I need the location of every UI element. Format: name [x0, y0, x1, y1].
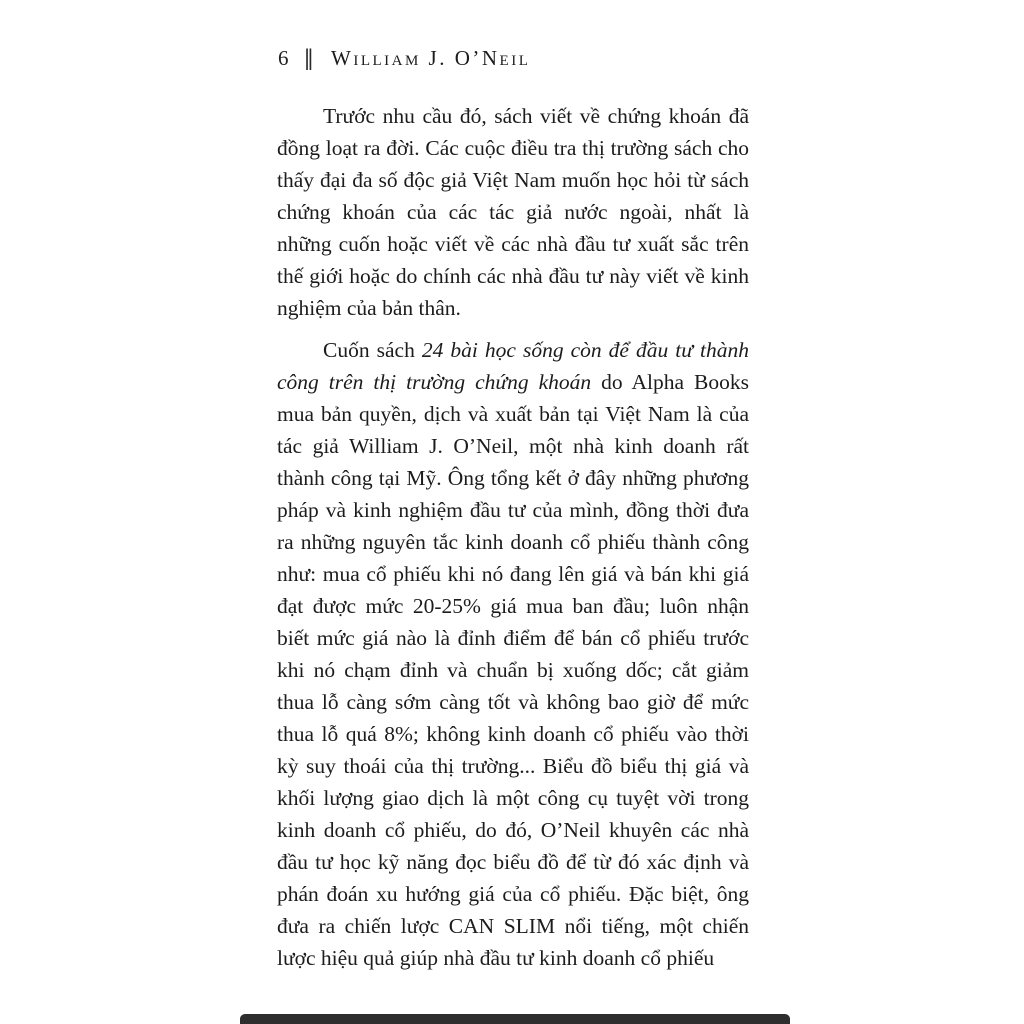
- paragraph-1-text: Trước nhu cầu đó, sách viết về chứng khoán đã đồng loạt ra đời. Các cuộc điều tra thị trường sách cho thấy đại đa số độc giả Việt Nam muốn học hỏi từ sách chứng khoán của các tác giả nước ngoài, nhất là những cuốn hoặc viết về các nhà đầu tư xuất sắc trên thế giới hoặc do chính các nhà đầu tư này viết về kinh nghiệm của bản thân.: [277, 104, 749, 320]
- paragraph-2-rest: do Alpha Books mua bản quyền, dịch và xuất bản tại Việt Nam là của tác giả William J. O’Neil, một nhà kinh doanh rất thành công tại Mỹ. Ông tổng kết ở đây những phương pháp và kinh nghiệm đầu tư của mình, đồng thời đưa ra những nguyên tắc kinh doanh cổ phiếu thành công như: mua cổ phiếu khi nó đang lên giá và bán khi giá đạt được mức 20-25% giá mua ban đầu; luôn nhận biết mức giá nào là đỉnh điểm để bán cổ phiếu trước khi nó chạm đỉnh và chuẩn bị xuống dốc; cắt giảm thua lỗ càng sớm càng tốt và không bao giờ để mức thua lỗ quá 8%; không kinh doanh cổ phiếu vào thời kỳ suy thoái của thị trường... Biểu đồ biểu thị giá và khối lượng giao dịch là một công cụ tuyệt vời trong kinh doanh cổ phiếu, do đó, O’Neil khuyên các nhà đầu tư học kỹ năng đọc biểu đồ để từ đó xác định và phán đoán xu hướng giá của cổ phiếu. Đặc biệt, ông đưa ra chiến lược CAN SLIM nổi tiếng, một chiến lược hiệu quả giúp nhà đầu tư kinh doanh cổ phiếu: [277, 370, 749, 970]
- paragraph-1: [277, 100, 749, 324]
- body-text: [277, 100, 749, 984]
- book-title-italic: 24 bài học sống còn để đầu tư thành công trên thị trường chứng khoán: [277, 338, 749, 394]
- running-title: William J. O’Neil: [331, 46, 531, 70]
- running-header: [278, 46, 530, 71]
- bottom-edge-bar: [240, 1014, 790, 1024]
- paragraph-2-lead: Cuốn sách: [323, 338, 422, 362]
- page-number: 6: [278, 46, 289, 70]
- paragraph-2: [277, 334, 749, 974]
- header-separator-icon: ‖: [303, 46, 314, 70]
